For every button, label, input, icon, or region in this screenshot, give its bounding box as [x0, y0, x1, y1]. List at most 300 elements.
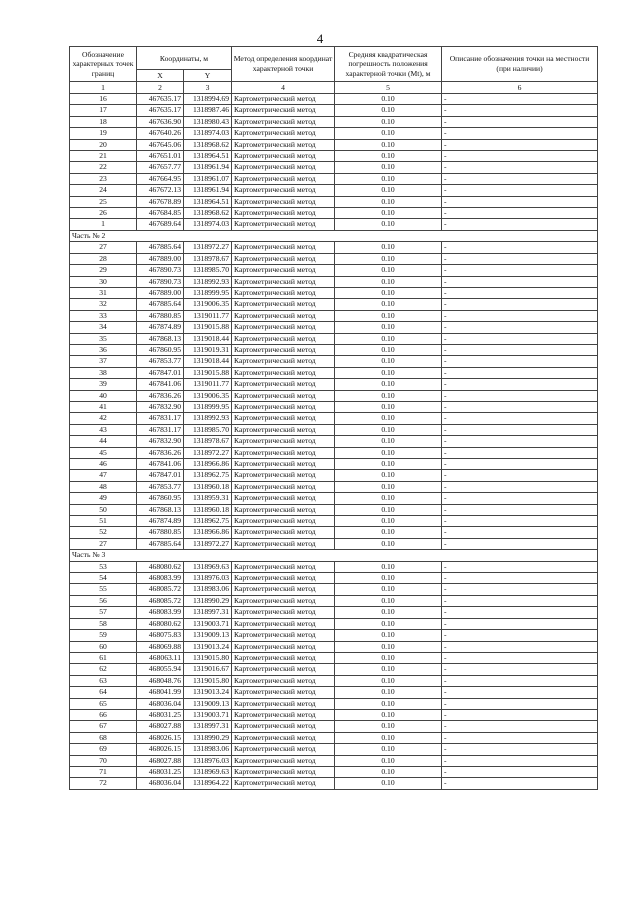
- y-coordinate-cell: 1319018.44: [184, 356, 232, 367]
- table-row: [70, 709, 598, 720]
- mean-error-cell: 0.10: [335, 299, 442, 310]
- header-index-cell: 2: [137, 82, 184, 94]
- point-number-cell: 18: [70, 116, 137, 127]
- mean-error-cell: 0.10: [335, 379, 442, 390]
- method-cell: Картометрический метод: [232, 116, 335, 127]
- method-cell: Картометрический метод: [232, 162, 335, 173]
- point-number-cell: 57: [70, 607, 137, 618]
- method-cell: Картометрический метод: [232, 173, 335, 184]
- point-number-cell: 50: [70, 504, 137, 515]
- mean-error-cell: 0.10: [335, 105, 442, 116]
- y-coordinate-cell: 1318961.94: [184, 162, 232, 173]
- point-number-cell: 19: [70, 128, 137, 139]
- x-coordinate-cell: 467832.90: [137, 401, 184, 412]
- method-cell: Картометрический метод: [232, 595, 335, 606]
- method-cell: Картометрический метод: [232, 766, 335, 777]
- table-row: [70, 675, 598, 686]
- x-coordinate-cell: 468063.11: [137, 652, 184, 663]
- method-cell: Картометрический метод: [232, 253, 335, 264]
- mean-error-cell: 0.10: [335, 573, 442, 584]
- method-cell: Картометрический метод: [232, 436, 335, 447]
- description-cell: -: [442, 276, 598, 287]
- point-number-cell: 48: [70, 481, 137, 492]
- y-coordinate-cell: 1318987.46: [184, 105, 232, 116]
- mean-error-cell: 0.10: [335, 185, 442, 196]
- x-coordinate-cell: 468048.76: [137, 675, 184, 686]
- table-row: [70, 481, 598, 492]
- description-cell: -: [442, 322, 598, 333]
- x-coordinate-cell: 467832.90: [137, 436, 184, 447]
- x-coordinate-cell: 467831.17: [137, 413, 184, 424]
- x-coordinate-cell: 467853.77: [137, 356, 184, 367]
- x-coordinate-cell: 467860.95: [137, 493, 184, 504]
- y-coordinate-cell: 1318983.06: [184, 744, 232, 755]
- table-row: [70, 390, 598, 401]
- y-coordinate-cell: 1318969.63: [184, 561, 232, 572]
- y-coordinate-cell: 1318999.95: [184, 287, 232, 298]
- x-coordinate-cell: 468085.72: [137, 584, 184, 595]
- point-number-cell: 41: [70, 401, 137, 412]
- point-number-cell: 71: [70, 766, 137, 777]
- point-number-cell: 30: [70, 276, 137, 287]
- description-cell: -: [442, 744, 598, 755]
- table-row: [70, 436, 598, 447]
- mean-error-cell: 0.10: [335, 652, 442, 663]
- y-coordinate-cell: 1319013.24: [184, 687, 232, 698]
- y-coordinate-cell: 1319015.88: [184, 367, 232, 378]
- description-cell: -: [442, 630, 598, 641]
- mean-error-cell: 0.10: [335, 470, 442, 481]
- method-cell: Картометрический метод: [232, 105, 335, 116]
- x-coordinate-cell: 467868.13: [137, 504, 184, 515]
- method-cell: Картометрический метод: [232, 618, 335, 629]
- table-row: [70, 287, 598, 298]
- table-row: [70, 732, 598, 743]
- point-number-cell: 16: [70, 94, 137, 105]
- mean-error-cell: 0.10: [335, 607, 442, 618]
- description-cell: -: [442, 299, 598, 310]
- mean-error-cell: 0.10: [335, 401, 442, 412]
- table-row: [70, 470, 598, 481]
- x-coordinate-cell: 468080.62: [137, 561, 184, 572]
- method-cell: Картометрический метод: [232, 322, 335, 333]
- x-coordinate-cell: 467831.17: [137, 424, 184, 435]
- x-coordinate-cell: 468027.88: [137, 755, 184, 766]
- x-coordinate-cell: 467836.26: [137, 447, 184, 458]
- point-number-cell: 56: [70, 595, 137, 606]
- mean-error-cell: 0.10: [335, 481, 442, 492]
- header-y: Y: [184, 70, 232, 82]
- mean-error-cell: 0.10: [335, 310, 442, 321]
- method-cell: Картометрический метод: [232, 561, 335, 572]
- mean-error-cell: 0.10: [335, 755, 442, 766]
- method-cell: Картометрический метод: [232, 675, 335, 686]
- x-coordinate-cell: 468026.15: [137, 732, 184, 743]
- header-mean-error: Средняя квадратическая погрешность положения характерной точки (Mt), м: [335, 47, 442, 82]
- x-coordinate-cell: 467885.64: [137, 538, 184, 549]
- description-cell: -: [442, 287, 598, 298]
- x-coordinate-cell: 467672.13: [137, 185, 184, 196]
- description-cell: -: [442, 379, 598, 390]
- table-row: [70, 379, 598, 390]
- method-cell: Картометрический метод: [232, 356, 335, 367]
- mean-error-cell: 0.10: [335, 356, 442, 367]
- method-cell: Картометрический метод: [232, 379, 335, 390]
- description-cell: -: [442, 162, 598, 173]
- table-row: [70, 265, 598, 276]
- x-coordinate-cell: 467640.26: [137, 128, 184, 139]
- description-cell: -: [442, 424, 598, 435]
- description-cell: -: [442, 504, 598, 515]
- header-index-cell: 3: [184, 82, 232, 94]
- y-coordinate-cell: 1318962.75: [184, 516, 232, 527]
- description-cell: -: [442, 493, 598, 504]
- y-coordinate-cell: 1318994.69: [184, 94, 232, 105]
- x-coordinate-cell: 467841.06: [137, 379, 184, 390]
- description-cell: -: [442, 128, 598, 139]
- x-coordinate-cell: 467689.64: [137, 219, 184, 230]
- mean-error-cell: 0.10: [335, 732, 442, 743]
- description-cell: -: [442, 675, 598, 686]
- x-coordinate-cell: 467860.95: [137, 344, 184, 355]
- mean-error-cell: 0.10: [335, 390, 442, 401]
- mean-error-cell: 0.10: [335, 333, 442, 344]
- mean-error-cell: 0.10: [335, 276, 442, 287]
- mean-error-cell: 0.10: [335, 436, 442, 447]
- method-cell: Картометрический метод: [232, 584, 335, 595]
- table-row: [70, 778, 598, 789]
- mean-error-cell: 0.10: [335, 116, 442, 127]
- method-cell: Картометрический метод: [232, 527, 335, 538]
- description-cell: -: [442, 595, 598, 606]
- table-row: [70, 595, 598, 606]
- y-coordinate-cell: 1318964.51: [184, 151, 232, 162]
- table-row: [70, 584, 598, 595]
- point-number-cell: 27: [70, 538, 137, 549]
- y-coordinate-cell: 1318983.06: [184, 584, 232, 595]
- point-number-cell: 35: [70, 333, 137, 344]
- description-cell: -: [442, 516, 598, 527]
- mean-error-cell: 0.10: [335, 208, 442, 219]
- method-cell: Картометрический метод: [232, 721, 335, 732]
- description-cell: -: [442, 139, 598, 150]
- description-cell: -: [442, 470, 598, 481]
- table-row: [70, 744, 598, 755]
- x-coordinate-cell: 468075.83: [137, 630, 184, 641]
- method-cell: Картометрический метод: [232, 94, 335, 105]
- mean-error-cell: 0.10: [335, 493, 442, 504]
- point-number-cell: 24: [70, 185, 137, 196]
- method-cell: Картометрический метод: [232, 538, 335, 549]
- y-coordinate-cell: 1319018.44: [184, 333, 232, 344]
- method-cell: Картометрический метод: [232, 128, 335, 139]
- point-number-cell: 28: [70, 253, 137, 264]
- mean-error-cell: 0.10: [335, 173, 442, 184]
- y-coordinate-cell: 1318972.27: [184, 242, 232, 253]
- table-row: [70, 698, 598, 709]
- mean-error-cell: 0.10: [335, 139, 442, 150]
- mean-error-cell: 0.10: [335, 709, 442, 720]
- part-heading-row: [70, 230, 598, 241]
- y-coordinate-cell: 1318961.94: [184, 185, 232, 196]
- header-description: Описание обозначения точки на местности (при наличии): [442, 47, 598, 82]
- method-cell: Картометрический метод: [232, 276, 335, 287]
- method-cell: Картометрический метод: [232, 709, 335, 720]
- table-row: [70, 755, 598, 766]
- point-number-cell: 40: [70, 390, 137, 401]
- method-cell: Картометрический метод: [232, 219, 335, 230]
- description-cell: -: [442, 538, 598, 549]
- description-cell: -: [442, 185, 598, 196]
- y-coordinate-cell: 1318985.70: [184, 424, 232, 435]
- description-cell: -: [442, 709, 598, 720]
- mean-error-cell: 0.10: [335, 618, 442, 629]
- point-number-cell: 51: [70, 516, 137, 527]
- point-number-cell: 54: [70, 573, 137, 584]
- x-coordinate-cell: 467847.01: [137, 367, 184, 378]
- y-coordinate-cell: 1318960.18: [184, 481, 232, 492]
- x-coordinate-cell: 468027.88: [137, 721, 184, 732]
- mean-error-cell: 0.10: [335, 447, 442, 458]
- method-cell: Картометрический метод: [232, 459, 335, 470]
- mean-error-cell: 0.10: [335, 561, 442, 572]
- point-number-cell: 31: [70, 287, 137, 298]
- point-number-cell: 58: [70, 618, 137, 629]
- y-coordinate-cell: 1319013.24: [184, 641, 232, 652]
- point-number-cell: 37: [70, 356, 137, 367]
- header-index-cell: 5: [335, 82, 442, 94]
- y-coordinate-cell: 1319006.35: [184, 299, 232, 310]
- point-number-cell: 64: [70, 687, 137, 698]
- table-row: [70, 322, 598, 333]
- mean-error-cell: 0.10: [335, 721, 442, 732]
- point-number-cell: 65: [70, 698, 137, 709]
- description-cell: -: [442, 447, 598, 458]
- point-number-cell: 42: [70, 413, 137, 424]
- y-coordinate-cell: 1318992.93: [184, 276, 232, 287]
- table-row: [70, 504, 598, 515]
- mean-error-cell: 0.10: [335, 687, 442, 698]
- point-number-cell: 53: [70, 561, 137, 572]
- x-coordinate-cell: 468026.15: [137, 744, 184, 755]
- y-coordinate-cell: 1318969.63: [184, 766, 232, 777]
- table-row: [70, 367, 598, 378]
- y-coordinate-cell: 1318990.29: [184, 595, 232, 606]
- header-coordinates: Координаты, м: [137, 47, 232, 70]
- y-coordinate-cell: 1318964.51: [184, 196, 232, 207]
- table-row: [70, 299, 598, 310]
- x-coordinate-cell: 468036.04: [137, 698, 184, 709]
- x-coordinate-cell: 467657.77: [137, 162, 184, 173]
- header-x: X: [137, 70, 184, 82]
- x-coordinate-cell: 467889.00: [137, 253, 184, 264]
- y-coordinate-cell: 1319003.71: [184, 709, 232, 720]
- x-coordinate-cell: 468083.99: [137, 573, 184, 584]
- point-number-cell: 23: [70, 173, 137, 184]
- point-number-cell: 70: [70, 755, 137, 766]
- description-cell: -: [442, 333, 598, 344]
- x-coordinate-cell: 467853.77: [137, 481, 184, 492]
- mean-error-cell: 0.10: [335, 219, 442, 230]
- description-cell: -: [442, 766, 598, 777]
- point-number-cell: 72: [70, 778, 137, 789]
- point-number-cell: 59: [70, 630, 137, 641]
- point-number-cell: 34: [70, 322, 137, 333]
- table-row: [70, 766, 598, 777]
- header-method: Метод определения координат характерной точки: [232, 47, 335, 82]
- point-number-cell: 1: [70, 219, 137, 230]
- x-coordinate-cell: 467636.90: [137, 116, 184, 127]
- y-coordinate-cell: 1318990.29: [184, 732, 232, 743]
- mean-error-cell: 0.10: [335, 287, 442, 298]
- x-coordinate-cell: 467890.73: [137, 265, 184, 276]
- table-row: [70, 139, 598, 150]
- point-number-cell: 22: [70, 162, 137, 173]
- description-cell: -: [442, 698, 598, 709]
- x-coordinate-cell: 468055.94: [137, 664, 184, 675]
- method-cell: Картометрический метод: [232, 755, 335, 766]
- table-row: [70, 641, 598, 652]
- method-cell: Картометрический метод: [232, 607, 335, 618]
- description-cell: -: [442, 607, 598, 618]
- x-coordinate-cell: 467880.85: [137, 310, 184, 321]
- description-cell: -: [442, 687, 598, 698]
- point-number-cell: 60: [70, 641, 137, 652]
- description-cell: -: [442, 721, 598, 732]
- description-cell: -: [442, 664, 598, 675]
- table-row: [70, 116, 598, 127]
- x-coordinate-cell: 467645.06: [137, 139, 184, 150]
- point-number-cell: 52: [70, 527, 137, 538]
- table-row: [70, 493, 598, 504]
- header-point-designation: Обозначение характерных точек границ: [70, 47, 137, 82]
- x-coordinate-cell: 468031.25: [137, 766, 184, 777]
- point-number-cell: 38: [70, 367, 137, 378]
- table-row: [70, 607, 598, 618]
- x-coordinate-cell: 467889.00: [137, 287, 184, 298]
- x-coordinate-cell: 467651.01: [137, 151, 184, 162]
- mean-error-cell: 0.10: [335, 413, 442, 424]
- method-cell: Картометрический метод: [232, 310, 335, 321]
- mean-error-cell: 0.10: [335, 424, 442, 435]
- method-cell: Картометрический метод: [232, 493, 335, 504]
- y-coordinate-cell: 1318962.75: [184, 470, 232, 481]
- coordinates-table: [69, 46, 598, 790]
- y-coordinate-cell: 1319016.67: [184, 664, 232, 675]
- description-cell: -: [442, 436, 598, 447]
- table-row: [70, 162, 598, 173]
- x-coordinate-cell: 468080.62: [137, 618, 184, 629]
- y-coordinate-cell: 1319015.80: [184, 652, 232, 663]
- method-cell: Картометрический метод: [232, 287, 335, 298]
- x-coordinate-cell: 467664.95: [137, 173, 184, 184]
- point-number-cell: 33: [70, 310, 137, 321]
- y-coordinate-cell: 1318966.86: [184, 527, 232, 538]
- point-number-cell: 26: [70, 208, 137, 219]
- part-heading: Часть № 2: [70, 230, 598, 241]
- description-cell: -: [442, 652, 598, 663]
- mean-error-cell: 0.10: [335, 744, 442, 755]
- mean-error-cell: 0.10: [335, 196, 442, 207]
- mean-error-cell: 0.10: [335, 128, 442, 139]
- description-cell: -: [442, 173, 598, 184]
- y-coordinate-cell: 1318976.03: [184, 755, 232, 766]
- table-row: [70, 173, 598, 184]
- method-cell: Картометрический метод: [232, 652, 335, 663]
- mean-error-cell: 0.10: [335, 698, 442, 709]
- method-cell: Картометрический метод: [232, 344, 335, 355]
- header-index-row: [70, 82, 598, 94]
- y-coordinate-cell: 1318959.31: [184, 493, 232, 504]
- x-coordinate-cell: 467885.64: [137, 299, 184, 310]
- point-number-cell: 29: [70, 265, 137, 276]
- point-number-cell: 47: [70, 470, 137, 481]
- method-cell: Картометрический метод: [232, 573, 335, 584]
- mean-error-cell: 0.10: [335, 151, 442, 162]
- method-cell: Картометрический метод: [232, 447, 335, 458]
- description-cell: -: [442, 265, 598, 276]
- y-coordinate-cell: 1318968.62: [184, 139, 232, 150]
- x-coordinate-cell: 467635.17: [137, 94, 184, 105]
- description-cell: -: [442, 755, 598, 766]
- mean-error-cell: 0.10: [335, 675, 442, 686]
- table-row: [70, 618, 598, 629]
- table-row: [70, 573, 598, 584]
- y-coordinate-cell: 1319003.71: [184, 618, 232, 629]
- description-cell: -: [442, 253, 598, 264]
- point-number-cell: 63: [70, 675, 137, 686]
- x-coordinate-cell: 467684.85: [137, 208, 184, 219]
- description-cell: -: [442, 527, 598, 538]
- table-row: [70, 652, 598, 663]
- description-cell: -: [442, 196, 598, 207]
- mean-error-cell: 0.10: [335, 538, 442, 549]
- description-cell: -: [442, 481, 598, 492]
- y-coordinate-cell: 1318961.07: [184, 173, 232, 184]
- mean-error-cell: 0.10: [335, 641, 442, 652]
- x-coordinate-cell: 467635.17: [137, 105, 184, 116]
- y-coordinate-cell: 1319019.31: [184, 344, 232, 355]
- method-cell: Картометрический метод: [232, 401, 335, 412]
- method-cell: Картометрический метод: [232, 732, 335, 743]
- y-coordinate-cell: 1318992.93: [184, 413, 232, 424]
- mean-error-cell: 0.10: [335, 242, 442, 253]
- point-number-cell: 67: [70, 721, 137, 732]
- table-row: [70, 344, 598, 355]
- mean-error-cell: 0.10: [335, 595, 442, 606]
- mean-error-cell: 0.10: [335, 459, 442, 470]
- y-coordinate-cell: 1319006.35: [184, 390, 232, 401]
- table-row: [70, 561, 598, 572]
- point-number-cell: 17: [70, 105, 137, 116]
- description-cell: -: [442, 94, 598, 105]
- method-cell: Картометрический метод: [232, 687, 335, 698]
- table-row: [70, 151, 598, 162]
- x-coordinate-cell: 467868.13: [137, 333, 184, 344]
- point-number-cell: 39: [70, 379, 137, 390]
- y-coordinate-cell: 1318974.03: [184, 128, 232, 139]
- table-row: [70, 219, 598, 230]
- method-cell: Картометрический метод: [232, 139, 335, 150]
- method-cell: Картометрический метод: [232, 481, 335, 492]
- description-cell: -: [442, 413, 598, 424]
- y-coordinate-cell: 1319011.77: [184, 310, 232, 321]
- method-cell: Картометрический метод: [232, 196, 335, 207]
- mean-error-cell: 0.10: [335, 516, 442, 527]
- x-coordinate-cell: 467678.89: [137, 196, 184, 207]
- x-coordinate-cell: 468069.88: [137, 641, 184, 652]
- x-coordinate-cell: 467841.06: [137, 459, 184, 470]
